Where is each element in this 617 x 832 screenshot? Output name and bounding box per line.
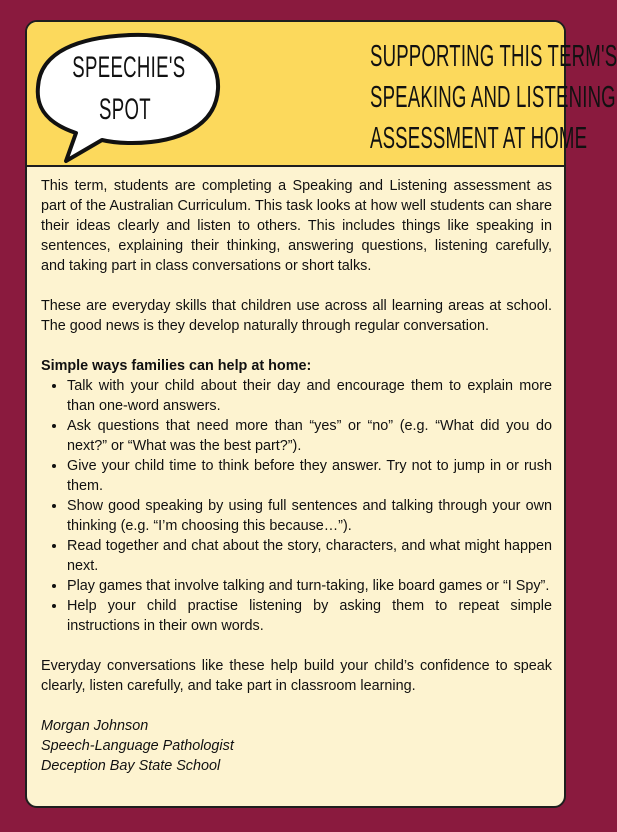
title-line-3: ASSESSMENT AT HOME (370, 120, 588, 155)
page-title (370, 35, 617, 158)
intro-paragraph: This term, students are completing a Speaking and Listening assessment as part of the Australian Curriculum. This task looks at how well students can share their ideas clearly and listen to others. This includes things like speaking in sentences, explaining their thinking, answering questions, listening carefully, and taking part in class conversations or short talks. (41, 178, 552, 274)
speechies-spot-logo-text (72, 47, 186, 131)
header-banner (27, 22, 617, 167)
closing-paragraph: Everyday conversations like these help build your child’s confidence to speak clearly, listen carefully, and take part in classroom learning. (41, 658, 552, 694)
newsletter-card (25, 20, 617, 808)
help-heading: Simple ways families can help at home: (41, 358, 312, 374)
list-item: • Talk with your child about their day and encourage them to explain more than one-word answers. (67, 376, 552, 416)
list-item: • Play games that involve talking and turn-taking, like board games or “I Spy”. (67, 576, 552, 596)
tips-list (41, 376, 552, 636)
body-content (41, 176, 552, 776)
list-item: • Help your child practise listening by asking them to repeat simple instructions in their own words. (67, 596, 552, 636)
list-item: • Show good speaking by using full sentences and talking through your own thinking (e.g. “I’m choosing this because…”). (67, 496, 552, 536)
speech-bubble (32, 29, 227, 167)
signature-school: Deception Bay State School (41, 758, 221, 774)
skills-paragraph: These are everyday skills that children use across all learning areas at school. The good news is they develop naturally through regular conversation. (41, 298, 552, 334)
list-item: • Read together and chat about the story, characters, and what might happen next. (67, 536, 552, 576)
title-line-2: SPEAKING AND LISTENING (370, 79, 616, 114)
title-line-1: SUPPORTING THIS TERM'S (370, 38, 617, 73)
signature-role: Speech-Language Pathologist (41, 738, 234, 754)
signature-name: Morgan Johnson (41, 718, 149, 734)
bubble-line-2: SPOT (99, 93, 151, 126)
bubble-line-1: SPEECHIE'S (72, 51, 186, 84)
list-item: • Ask questions that need more than “yes” or “no” (e.g. “What did you do next?” or “What was the best part?”). (67, 416, 552, 456)
list-item: • Give your child time to think before they answer. Try not to jump in or rush them. (67, 456, 552, 496)
